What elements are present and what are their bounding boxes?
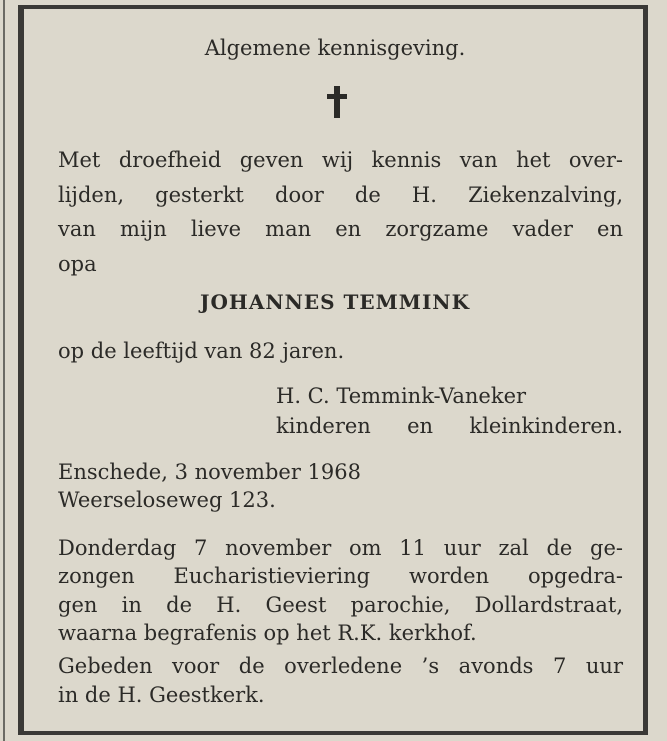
prayer-line-2: in de H. Geestkerk. bbox=[58, 683, 265, 707]
cross-icon bbox=[322, 84, 352, 120]
announcement-line-3: van mijn lieve man en zorgzame vader en bbox=[58, 217, 623, 241]
notice-heading: Algemene kennisgeving. bbox=[204, 36, 466, 60]
signatory-line-1: H. C. Temmink-Vaneker bbox=[276, 384, 527, 408]
age-line: op de leeftijd van 82 jaren. bbox=[58, 339, 345, 363]
service-line-4: waarna begrafenis op het R.K. kerkhof. bbox=[58, 621, 477, 645]
service-line-3: gen in de H. Geest parochie, Dollardstraat, bbox=[58, 593, 623, 617]
deceased-name: JOHANNES TEMMINK bbox=[200, 290, 470, 314]
prayer-line-1: Gebeden voor de overledene ’s avonds 7 uur bbox=[58, 654, 623, 678]
signatory-line-2: kinderen en kleinkinderen. bbox=[276, 414, 623, 438]
address: Weerseloseweg 123. bbox=[58, 488, 276, 512]
service-line-1: Donderdag 7 november om 11 uur zal de ge- bbox=[58, 536, 623, 560]
service-line-2: zongen Eucharistieviering worden opgedra- bbox=[58, 564, 623, 588]
announcement-line-2: lijden, gesterkt door de H. Ziekenzalving, bbox=[58, 183, 623, 207]
announcement-line-1: Met droefheid geven wij kennis van het over- bbox=[58, 148, 623, 172]
place-date: Enschede, 3 november 1968 bbox=[58, 460, 362, 484]
page-edge bbox=[3, 0, 5, 741]
announcement-line-4: opa bbox=[58, 252, 97, 276]
